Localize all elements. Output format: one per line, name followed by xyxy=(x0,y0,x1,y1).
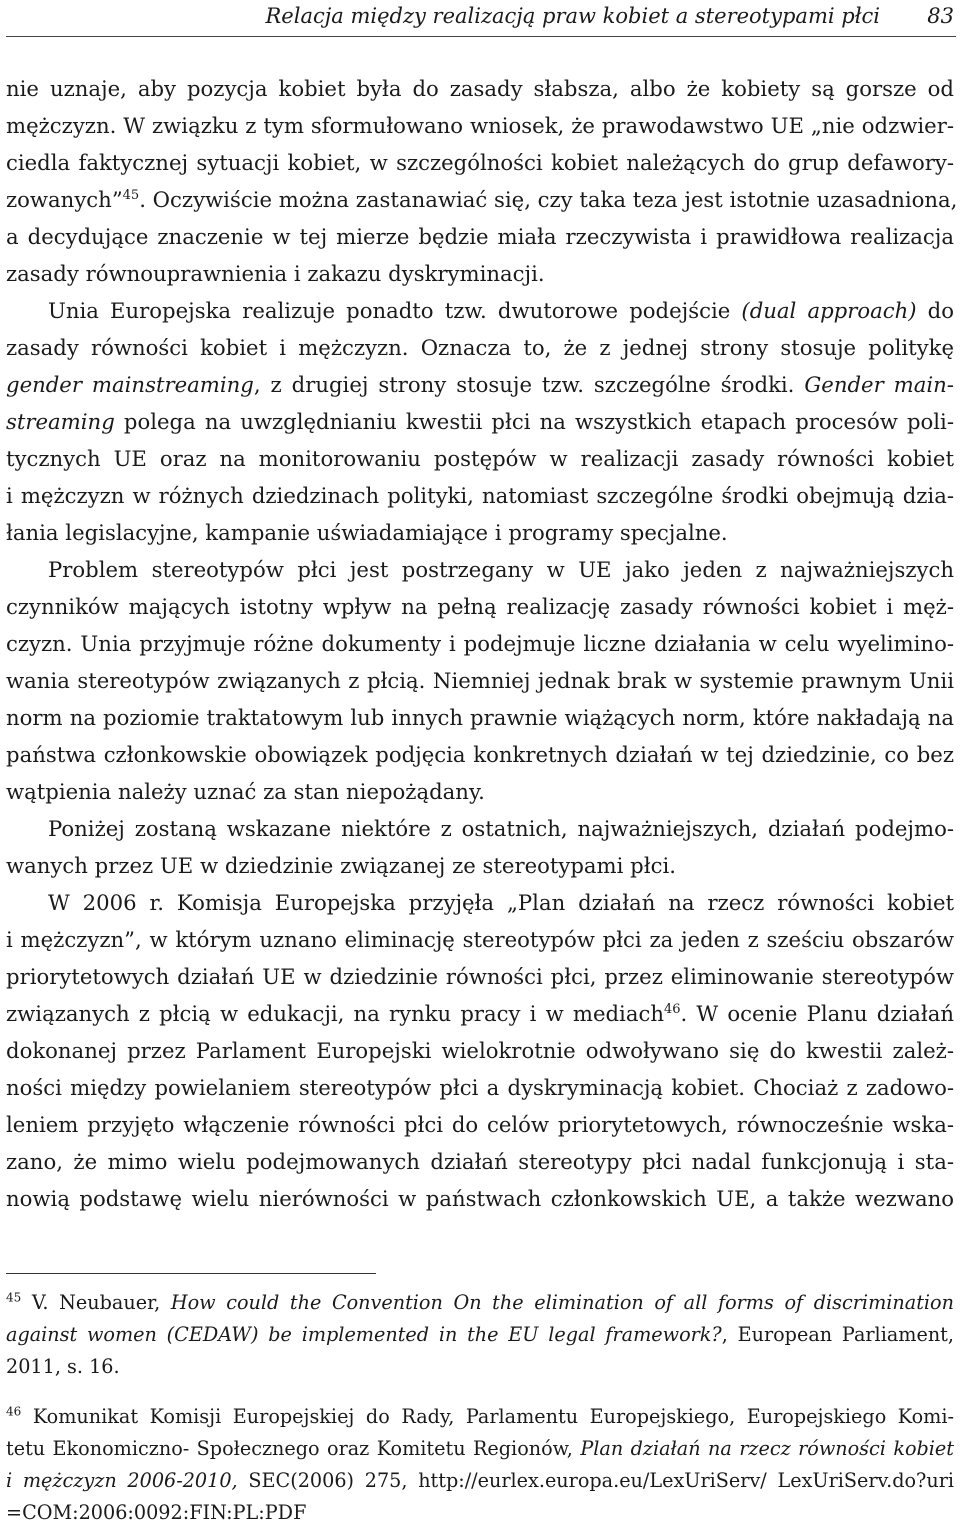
text-line: zowanych”$^{45}$. Oczywiście można zastanawiać się, czy taka teza jest istotnie uzasadniona, xyxy=(6,187,958,212)
text-line: wątpienia należy uznać za stan niepożądany. xyxy=(6,779,485,804)
footnotes xyxy=(6,1287,954,1529)
text-line: gender mainstreaming, z drugiej strony stosuje tzw. szczególne środki. Gender main- xyxy=(6,372,954,397)
footnote-number: 45 xyxy=(6,1290,22,1305)
page-number: 83 xyxy=(927,4,954,28)
running-title: Relacja między realizacją praw kobiet a stereotypami płci xyxy=(265,4,880,28)
text-line: czyzn. Unia przyjmuje różne dokumenty i podejmuje liczne działania w celu wyelimino- xyxy=(6,631,954,656)
text-line: wania stereotypów związanych z płcią. Niemniej jednak brak w systemie prawnym Unii xyxy=(6,668,954,693)
text-line: Poniżej zostaną wskazane niektóre z ostatnich, najważniejszych, działań podejmo- xyxy=(48,816,954,841)
footnote-46-line: tetu Ekonomiczno- Społecznego oraz Komitetu Regionów, Plan działań na rzecz równości kobiet xyxy=(6,1437,954,1460)
footnote-rule xyxy=(6,1273,376,1274)
text-line: łania legislacyjne, kampanie uświadamiające i programy specjalne. xyxy=(6,520,728,545)
running-header xyxy=(0,0,960,40)
text-line: nie uznaje, aby pozycja kobiet była do zasady słabsza, albo że kobiety są gorsze od xyxy=(6,76,954,101)
footnote-46: $^{46}$ Komunikat Komisji Europejskiej do Rady, Parlamentu Europejskiego, Europejskiego Komi- xyxy=(6,1404,954,1428)
text-line: Problem stereotypów płci jest postrzegany w UE jako jeden z najważniejszych xyxy=(48,557,954,582)
text-line: związanych z płcią w edukacji, na rynku pracy i w mediach$^{46}$. W ocenie Planu działań xyxy=(6,1001,954,1026)
footnote-46-line: i mężczyzn 2006-2010, SEC(2006) 275, http://eurlex.europa.eu/LexUriServ/ LexUriServ.do?uri xyxy=(6,1469,954,1492)
text-line: a decydujące znaczenie w tej mierze będzie miała rzeczywista i prawidłowa realizacja xyxy=(6,224,954,249)
text-line: zasady równości kobiet i mężczyzn. Oznacza to, że z jednej strony stosuje politykę xyxy=(6,335,954,360)
text-line: nowią podstawę wielu nierówności w państwach członkowskich UE, a także wezwano xyxy=(6,1186,954,1211)
text-line: ności między powielaniem stereotypów płci a dyskryminacją kobiet. Chociaż z zadowo- xyxy=(6,1075,954,1100)
text-line: dokonanej przez Parlament Europejski wielokrotnie odwoływano się do kwestii zależ- xyxy=(6,1038,954,1063)
footnote-ref-45[interactable]: 45 xyxy=(122,187,140,203)
text-line: tycznych UE oraz na monitorowaniu postępów w realizacji zasady równości kobiet xyxy=(6,446,954,471)
text-line: zano, że mimo wielu podejmowanych działań stereotypy płci nadal funkcjonują i sta- xyxy=(6,1149,954,1174)
text-line: czynników mających istotny wpływ na pełną realizację zasady równości kobiet i męż- xyxy=(6,594,954,619)
text-line: mężczyzn. W związku z tym sformułowano wniosek, że prawodawstwo UE „nie odzwier- xyxy=(6,113,954,138)
text-line: i mężczyzn”, w którym uznano eliminację stereotypów płci za jeden z sześciu obszarów xyxy=(6,927,954,952)
footnote-url[interactable]: SEC(2006) 275, http://eurlex.europa.eu/LexUriServ/ LexUriServ.do?uri xyxy=(248,1469,954,1492)
footnote-46-line: =COM:2006:0092:FIN:PL:PDF xyxy=(6,1501,307,1524)
text-line: wanych przez UE w dziedzinie związanej ze stereotypami płci. xyxy=(6,853,676,878)
text-line: ciedla faktycznej sytuacji kobiet, w szczególności kobiet należących do grup defawory- xyxy=(6,150,954,175)
header-rule xyxy=(6,36,956,37)
text-line: priorytetowych działań UE w dziedzinie równości płci, przez eliminowanie stereotypów xyxy=(6,964,954,989)
text-line: zasady równouprawnienia i zakazu dyskryminacji. xyxy=(6,261,545,286)
text-line: i mężczyzn w różnych dziedzinach polityki, natomiast szczególne środki obejmują dzia- xyxy=(6,483,954,508)
footnote-ref-46[interactable]: 46 xyxy=(663,1001,681,1017)
text-line: Unia Europejska realizuje ponadto tzw. dwutorowe podejście (dual approach) do xyxy=(48,298,954,323)
footnote-number: 46 xyxy=(6,1404,22,1419)
text-line: norm na poziomie traktatowym lub innych prawnie wiążących norm, które nakładają na xyxy=(6,705,954,730)
text-line: W 2006 r. Komisja Europejska przyjęła „Plan działań na rzecz równości kobiet xyxy=(48,890,954,915)
text-line: streaming polega na uwzględnianiu kwestii płci na wszystkich etapach procesów poli- xyxy=(6,409,954,434)
text-line: państwa członkowskie obowiązek podjęcia konkretnych działań w tej dziedzinie, co bez xyxy=(6,742,954,767)
body-text xyxy=(6,70,958,1217)
footnote-45-line: against women (CEDAW) be implemented in the EU legal framework?, European Parliament, xyxy=(6,1323,954,1346)
footnote-45: $^{45}$ V. Neubauer, How could the Convention On the elimination of all forms of discrimination xyxy=(6,1290,954,1314)
footnote-45-line: 2011, s. 16. xyxy=(6,1355,120,1378)
text-line: leniem przyjęto włączenie równości płci do celów priorytetowych, równocześnie wska- xyxy=(6,1112,954,1137)
